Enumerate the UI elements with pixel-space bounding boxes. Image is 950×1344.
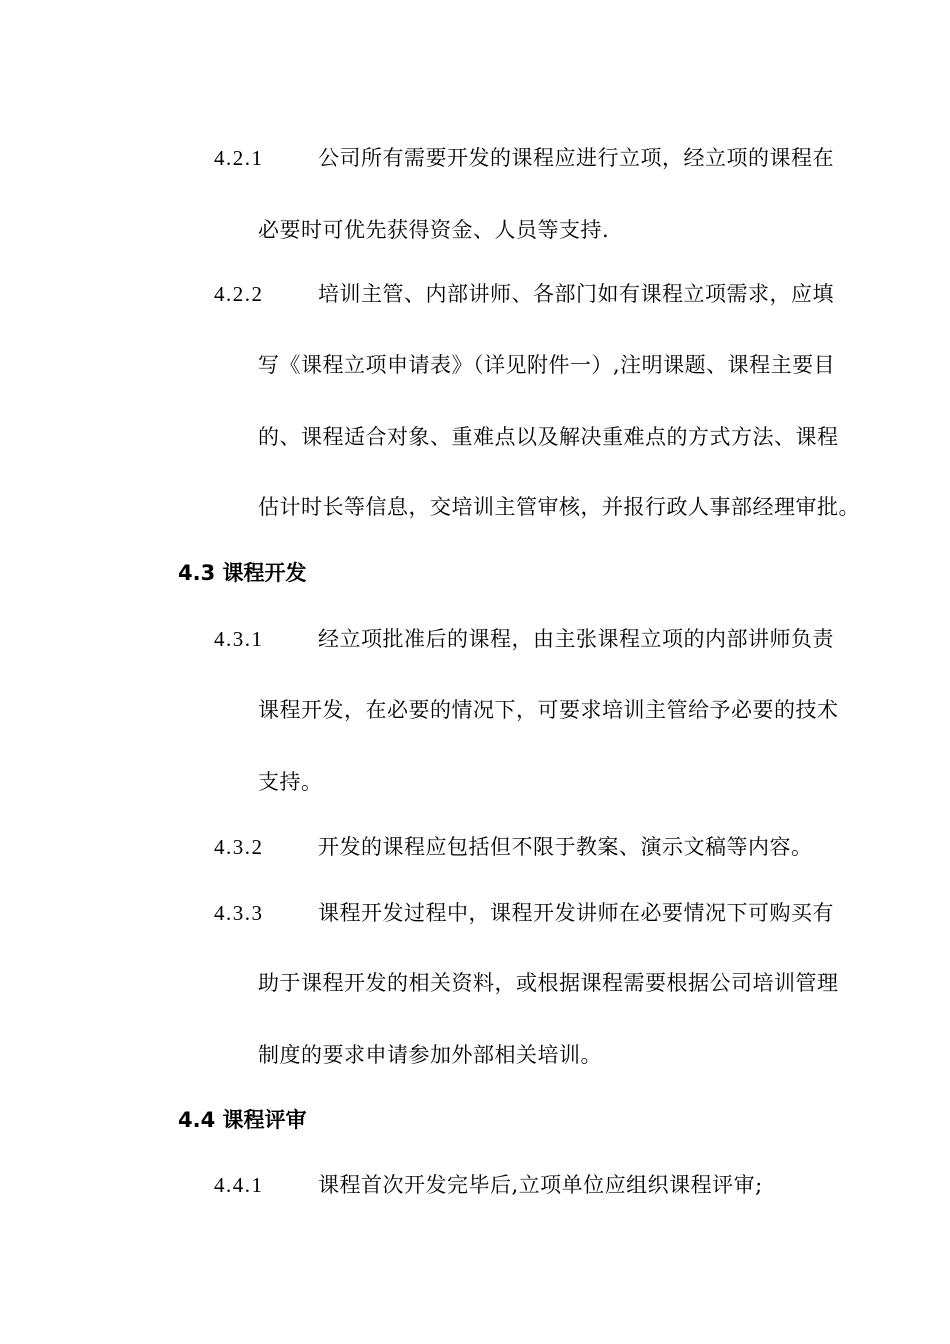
clause-4-3-1-line-2: 课程开发，在必要的情况下，可要求培训主管给予必要的技术 <box>258 698 839 722</box>
clause-number-4-4-1: 4.4.1 <box>214 1173 264 1197</box>
clause-4-2-1-line-2: 必要时可优先获得资金、人员等支持. <box>258 218 610 242</box>
section-heading-4-3: 4.3 课程开发 <box>178 561 307 585</box>
clause-number-4-3-2: 4.3.2 <box>214 835 264 859</box>
clause-4-2-2-line-3: 的、课程适合对象、重难点以及解决重难点的方式方法、课程 <box>258 425 839 449</box>
clause-4-2-1-line-1: 公司所有需要开发的课程应进行立项，经立项的课程在 <box>318 146 834 170</box>
clause-4-2-2-line-1: 培训主管、内部讲师、各部门如有课程立项需求，应填 <box>318 282 834 306</box>
clause-4-3-3-line-3: 制度的要求申请参加外部相关培训。 <box>258 1043 602 1067</box>
clause-4-3-1-line-3: 支持。 <box>258 770 323 794</box>
clause-4-3-3-line-1: 课程开发过程中，课程开发讲师在必要情况下可购买有 <box>318 901 834 925</box>
clause-number-4-2-1: 4.2.1 <box>214 146 264 170</box>
section-heading-4-4: 4.4 课程评审 <box>178 1108 307 1132</box>
clause-4-2-2-line-4: 估计时长等信息，交培训主管审核，并报行政人事部经理审批。 <box>258 495 860 519</box>
clause-4-3-3-line-2: 助于课程开发的相关资料，或根据课程需要根据公司培训管理 <box>258 971 839 995</box>
clause-4-4-1-line-1: 课程首次开发完毕后,立项单位应组织课程评审; <box>318 1173 763 1197</box>
clause-number-4-3-1: 4.3.1 <box>214 627 264 651</box>
clause-4-2-2-line-2: 写《课程立项申请表》（详见附件一）,注明课题、课程主要目 <box>258 353 836 377</box>
clause-number-4-3-3: 4.3.3 <box>214 901 264 925</box>
clause-number-4-2-2: 4.2.2 <box>214 282 264 306</box>
clause-4-3-1-line-1: 经立项批准后的课程，由主张课程立项的内部讲师负责 <box>318 627 834 651</box>
clause-4-3-2-line-1: 开发的课程应包括但不限于教案、演示文稿等内容。 <box>318 835 813 859</box>
